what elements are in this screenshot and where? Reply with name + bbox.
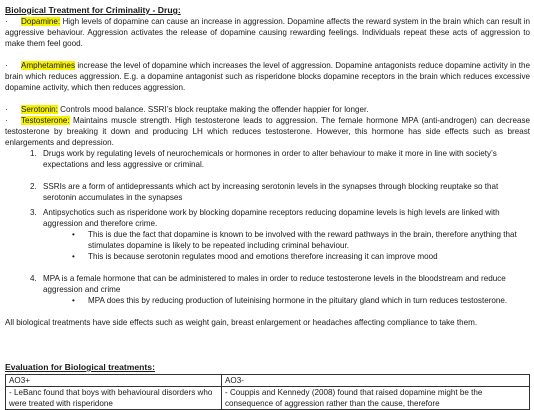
sub-bullet-3b: • This is because serotonin regulates mood and emotions therefore increasing it can improve mood	[72, 252, 438, 261]
table-cell: - LeBanc found that boys with behavioural disorders who were treated with risperidone	[6, 387, 222, 410]
evaluation-heading: Evaluation for Biological treatments:	[5, 362, 155, 372]
term-serotonin: Serotonin:	[21, 105, 58, 114]
bullet-marker: ·	[5, 116, 8, 125]
table-cell: - Couppis and Kennedy (2008) found that raised dopamine might be the consequence of aggression rather than the cause, therefore	[222, 387, 530, 410]
table-header-row	[6, 375, 530, 387]
list-item-3: 3. Antipsychotics such as risperidone work by blocking dopamine receptors reducing dopamine levels is high levels are linked with aggression and therefore crime.	[30, 208, 500, 229]
list-item-2: 2. SSRIs are a form of antidepressants which act by increasing serotonin levels in the synapses through blocking reuptake so that serotonin accumulates in the synapses	[30, 182, 499, 203]
term-testosterone: Testosterone:	[21, 116, 70, 125]
term-dopamine: Dopamine:	[21, 17, 61, 26]
drug-paragraph-serotonin: · Serotonin: Controls mood balance. SSRI’s block reuptake making the offender happier for longer.	[5, 105, 369, 114]
bullet-marker: ·	[5, 105, 8, 114]
bullet-marker: ·	[5, 61, 8, 70]
sub-bullet-marker: •	[72, 252, 75, 261]
sub-bullet-marker: •	[72, 230, 75, 239]
table-row	[6, 387, 530, 410]
sub-bullet-3a: • This is due the fact that dopamine is known to be involved with the reward pathways in the brain, therefore anything that stimulates dopamine is likely to be repeated including criminal behaviour.	[72, 230, 517, 251]
list-item-4: 4. MPA is a female hormone that can be administered to males in order to reduce testosterone levels in the bloodstream and reduce aggression and crime	[30, 274, 506, 295]
table-header-cell: AO3+	[6, 375, 222, 387]
sub-bullet-marker: •	[72, 296, 75, 305]
sub-bullet-4a: • MPA does this by reducing production of luteinising hormone in the pituitary gland which in turn reduces testosterone.	[72, 296, 508, 305]
bullet-marker: ·	[5, 17, 8, 26]
closing-paragraph: All biological treatments have side effects such as weight gain, breast enlargement or headaches affecting compliance to take them.	[5, 318, 478, 327]
drug-paragraph-dopamine: · Dopamine: High levels of dopamine can cause an increase in aggression. Dopamine affects the reward system in the brain which can result in aggressive behaviour. Aggression activates the release of dopamine causing rewarding feelings. Individuals repeat these acts of aggression to make them feel good.	[5, 17, 531, 49]
page-title: Biological Treatment for Criminality - Drug:	[5, 5, 181, 15]
table-header-cell: AO3-	[222, 375, 530, 387]
evaluation-table	[5, 374, 530, 410]
drug-paragraph-testosterone: · Testosterone: Maintains muscle strength. High testosterone leads to aggression. The female hormone MPA (anti-androgen) can decrease testosterone by breaking it down and producing LH which reduces testosterone. However, this hormone has side effects such as breast enlargements and depression.	[5, 116, 530, 148]
term-amphetamines: Amphetamines	[21, 61, 75, 70]
list-item-1: 1. Drugs work by regulating levels of neurochemicals or hormones in order to alter behaviour to make it more in line with society’s expectations and less aggressive or criminal.	[30, 149, 497, 170]
drug-paragraph-amphetamines: · Amphetamines increase the level of dopamine which increases the level of aggression. Dopamine antagonists reduce dopamine activity in the brain which reduces aggression. E.g. a dopamine antagonist such as risperidone blocks dopamine receptors in the brain which reduces excessive dopamine activity, which then reduces aggression.	[5, 61, 530, 93]
